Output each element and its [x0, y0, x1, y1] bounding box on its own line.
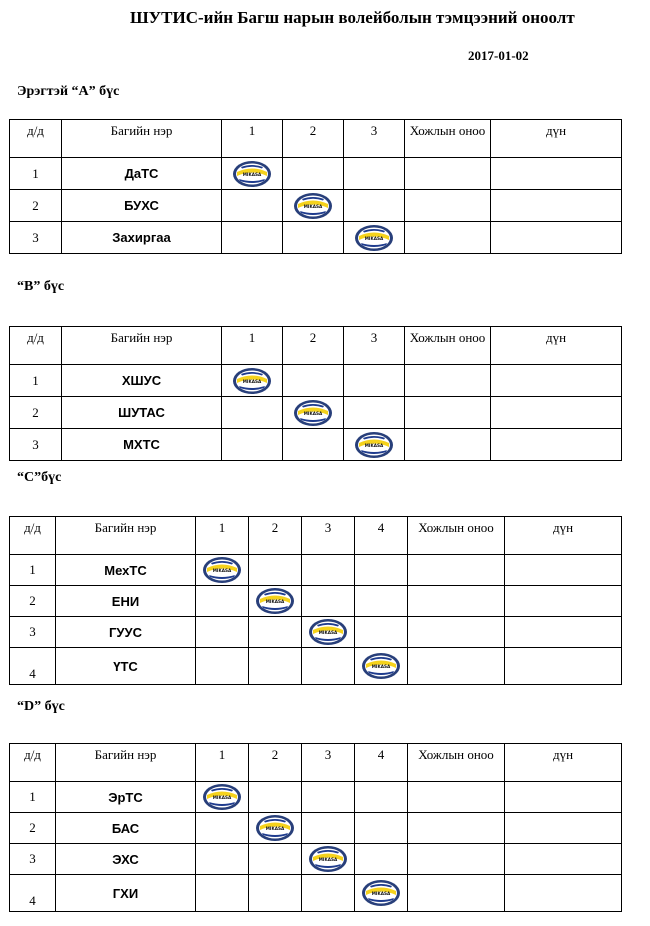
diagonal-cell [222, 365, 283, 397]
header-col-1: 1 [222, 120, 283, 158]
score-cell [302, 648, 355, 685]
score-cell [355, 782, 408, 813]
diagonal-cell [302, 617, 355, 648]
row-index: 3 [10, 222, 62, 254]
score-cell [302, 782, 355, 813]
header-col-1: 1 [222, 327, 283, 365]
row-index: 3 [10, 844, 56, 875]
team-name: ШУТАС [62, 397, 222, 429]
score-cell [302, 555, 355, 586]
total-cell [505, 617, 622, 648]
volleyball-icon [355, 652, 407, 680]
total-cell [505, 586, 622, 617]
score-cell [302, 586, 355, 617]
header-points: Хожлын оноо [408, 517, 505, 555]
group-c-label: “С”бүс [17, 470, 62, 485]
table-row [10, 397, 622, 429]
table-row [10, 648, 622, 685]
row-index: 4 [10, 648, 56, 685]
score-cell [249, 875, 302, 912]
header-team: Багийн нэр [62, 120, 222, 158]
group-a-table [9, 119, 622, 254]
table-row [10, 813, 622, 844]
row-index: 4 [10, 875, 56, 912]
score-cell [355, 813, 408, 844]
header-points: Хожлын оноо [405, 327, 491, 365]
svg-text:MIKASA: MIKASA [212, 568, 232, 573]
volleyball-icon [222, 367, 282, 395]
header-col-4: 4 [355, 744, 408, 782]
header-col-1: 1 [196, 744, 249, 782]
total-cell [505, 813, 622, 844]
header-col-2: 2 [249, 517, 302, 555]
header-index: д/д [10, 120, 62, 158]
diagonal-cell [283, 190, 344, 222]
points-cell [405, 158, 491, 190]
group-a-label: Эрэгтэй “А” бүс [17, 84, 120, 99]
points-cell [408, 617, 505, 648]
group-d-label: “D” бүс [17, 699, 65, 714]
svg-text:MIKASA: MIKASA [318, 630, 338, 635]
header-total: дүн [505, 744, 622, 782]
table-row [10, 190, 622, 222]
volleyball-icon [302, 618, 354, 646]
svg-text:MIKASA: MIKASA [364, 235, 384, 241]
header-index: д/д [10, 744, 56, 782]
header-points: Хожлын оноо [405, 120, 491, 158]
score-cell [283, 158, 344, 190]
header-team: Багийн нэр [62, 327, 222, 365]
points-cell [408, 875, 505, 912]
score-cell [196, 813, 249, 844]
total-cell [491, 365, 622, 397]
table-header-row [10, 744, 622, 782]
diagonal-cell [196, 555, 249, 586]
score-cell [222, 190, 283, 222]
total-cell [491, 429, 622, 461]
diagonal-cell [355, 875, 408, 912]
header-col-4: 4 [355, 517, 408, 555]
diagonal-cell [355, 648, 408, 685]
total-cell [505, 844, 622, 875]
team-name: МехТС [56, 555, 196, 586]
group-b-table [9, 326, 622, 461]
score-cell [196, 586, 249, 617]
svg-text:MIKASA: MIKASA [364, 442, 384, 448]
table-row [10, 782, 622, 813]
score-cell [344, 365, 405, 397]
volleyball-icon [283, 399, 343, 427]
diagonal-cell [222, 158, 283, 190]
volleyball-icon [196, 783, 248, 811]
score-cell [249, 782, 302, 813]
total-cell [505, 648, 622, 685]
score-cell [196, 617, 249, 648]
score-cell [222, 222, 283, 254]
score-cell [344, 397, 405, 429]
team-name: ДаТС [62, 158, 222, 190]
row-index: 2 [10, 813, 56, 844]
header-col-2: 2 [249, 744, 302, 782]
svg-text:MIKASA: MIKASA [318, 857, 338, 862]
group-c-table [9, 516, 622, 685]
points-cell [405, 222, 491, 254]
volleyball-icon [249, 587, 301, 615]
document-date: 2017-01-02 [468, 48, 529, 63]
header-col-3: 3 [302, 517, 355, 555]
total-cell [491, 190, 622, 222]
row-index: 2 [10, 586, 56, 617]
table-header-row [10, 327, 622, 365]
volleyball-icon [344, 224, 404, 252]
row-index: 2 [10, 190, 62, 222]
team-name: БУХС [62, 190, 222, 222]
total-cell [505, 782, 622, 813]
total-cell [505, 555, 622, 586]
volleyball-icon [355, 879, 407, 907]
score-cell [344, 190, 405, 222]
total-cell [491, 158, 622, 190]
table-row [10, 555, 622, 586]
row-index: 1 [10, 158, 62, 190]
volleyball-icon [302, 845, 354, 873]
score-cell [196, 875, 249, 912]
header-col-3: 3 [344, 327, 405, 365]
table-row [10, 158, 622, 190]
svg-text:MIKASA: MIKASA [303, 203, 323, 209]
volleyball-icon [249, 814, 301, 842]
header-total: дүн [491, 120, 622, 158]
points-cell [408, 586, 505, 617]
score-cell [302, 875, 355, 912]
points-cell [408, 844, 505, 875]
table-row [10, 844, 622, 875]
header-total: дүн [505, 517, 622, 555]
svg-text:MIKASA: MIKASA [371, 891, 391, 896]
diagonal-cell [249, 586, 302, 617]
svg-text:MIKASA: MIKASA [371, 664, 391, 669]
diagonal-cell [283, 397, 344, 429]
svg-text:MIKASA: MIKASA [265, 826, 285, 831]
team-name: ЭрТС [56, 782, 196, 813]
points-cell [408, 648, 505, 685]
points-cell [405, 429, 491, 461]
team-name: Захиргаа [62, 222, 222, 254]
points-cell [405, 190, 491, 222]
team-name: БАС [56, 813, 196, 844]
score-cell [302, 813, 355, 844]
group-d-table [9, 743, 622, 912]
team-name: ЕНИ [56, 586, 196, 617]
header-team: Багийн нэр [56, 517, 196, 555]
team-name: ГХИ [56, 875, 196, 912]
table-row [10, 875, 622, 912]
table-row [10, 222, 622, 254]
row-index: 3 [10, 429, 62, 461]
score-cell [222, 429, 283, 461]
header-total: дүн [491, 327, 622, 365]
row-index: 2 [10, 397, 62, 429]
diagonal-cell [196, 782, 249, 813]
points-cell [405, 397, 491, 429]
team-name: ЭХС [56, 844, 196, 875]
header-col-3: 3 [344, 120, 405, 158]
score-cell [249, 617, 302, 648]
diagonal-cell [344, 222, 405, 254]
volleyball-icon [222, 160, 282, 188]
score-cell [249, 648, 302, 685]
score-cell [355, 555, 408, 586]
page-title: ШУТИС-ийн Багш нарын волейболын тэмцээний оноолт [130, 8, 575, 27]
svg-text:MIKASA: MIKASA [265, 599, 285, 604]
row-index: 1 [10, 365, 62, 397]
header-col-2: 2 [283, 120, 344, 158]
total-cell [505, 875, 622, 912]
header-team: Багийн нэр [56, 744, 196, 782]
svg-text:MIKASA: MIKASA [242, 171, 262, 177]
score-cell [196, 844, 249, 875]
table-row [10, 365, 622, 397]
row-index: 3 [10, 617, 56, 648]
table-row [10, 429, 622, 461]
header-index: д/д [10, 517, 56, 555]
score-cell [283, 365, 344, 397]
diagonal-cell [249, 813, 302, 844]
score-cell [283, 222, 344, 254]
score-cell [283, 429, 344, 461]
table-header-row [10, 517, 622, 555]
score-cell [249, 844, 302, 875]
table-header-row [10, 120, 622, 158]
volleyball-icon [196, 556, 248, 584]
points-cell [405, 365, 491, 397]
score-cell [344, 158, 405, 190]
svg-text:MIKASA: MIKASA [212, 795, 232, 800]
header-index: д/д [10, 327, 62, 365]
total-cell [491, 222, 622, 254]
score-cell [355, 844, 408, 875]
diagonal-cell [344, 429, 405, 461]
points-cell [408, 555, 505, 586]
team-name: ХШУС [62, 365, 222, 397]
row-index: 1 [10, 782, 56, 813]
header-col-1: 1 [196, 517, 249, 555]
header-points: Хожлын оноо [408, 744, 505, 782]
diagonal-cell [302, 844, 355, 875]
volleyball-icon [344, 431, 404, 459]
team-name: ГУУС [56, 617, 196, 648]
team-name: МХТС [62, 429, 222, 461]
points-cell [408, 782, 505, 813]
score-cell [355, 586, 408, 617]
group-b-label: “В” бүс [17, 279, 65, 294]
svg-text:MIKASA: MIKASA [303, 410, 323, 416]
table-row [10, 617, 622, 648]
team-name: ҮТС [56, 648, 196, 685]
score-cell [249, 555, 302, 586]
score-cell [355, 617, 408, 648]
table-row [10, 586, 622, 617]
header-col-3: 3 [302, 744, 355, 782]
header-col-2: 2 [283, 327, 344, 365]
svg-text:MIKASA: MIKASA [242, 378, 262, 384]
points-cell [408, 813, 505, 844]
row-index: 1 [10, 555, 56, 586]
score-cell [222, 397, 283, 429]
score-cell [196, 648, 249, 685]
volleyball-icon [283, 192, 343, 220]
total-cell [491, 397, 622, 429]
